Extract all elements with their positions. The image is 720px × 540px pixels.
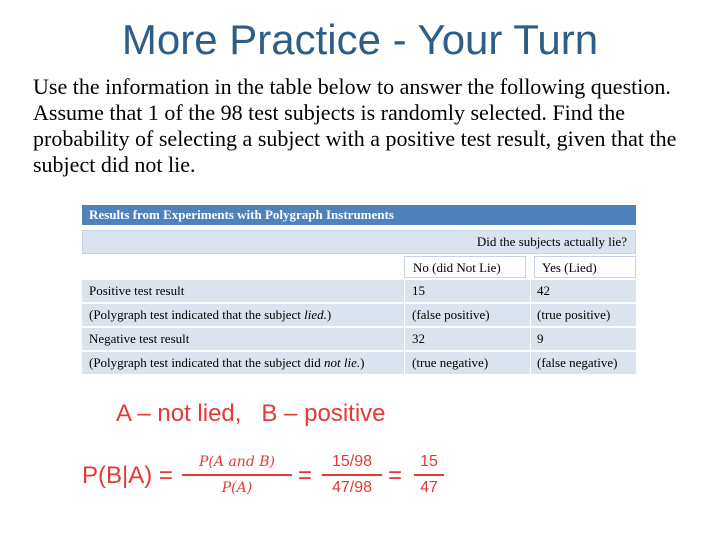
cell-value: 32	[412, 331, 425, 346]
fraction-numerator: P(A and B)	[199, 454, 275, 470]
table-column-header-row	[82, 256, 636, 278]
fraction-numerator: 15/98	[331, 453, 373, 470]
cell-value: (true positive)	[537, 307, 611, 322]
row-label: (Polygraph test indicated that the subject did not lie.)	[89, 355, 365, 370]
cell-value: (true negative)	[412, 355, 489, 370]
table-caption: Results from Experiments with Polygraph Instruments	[82, 205, 636, 225]
slide-title: More Practice - Your Turn	[121, 16, 599, 63]
cell-value: 9	[537, 331, 544, 346]
cell-value: 42	[537, 283, 550, 298]
table-row	[82, 280, 636, 302]
table-row	[82, 328, 636, 350]
cell-value: (false positive)	[412, 307, 490, 322]
formula-lhs: P(B|A) =	[82, 462, 173, 489]
col-header-not-lie: No (did Not Lie)	[404, 256, 526, 278]
cell-value: (false negative)	[537, 355, 618, 370]
table-band-header: Did the subjects actually lie?	[82, 230, 636, 254]
cell-value: 15	[412, 283, 425, 298]
fraction-denominator: P(A)	[221, 480, 253, 496]
fraction-numerator: 15	[420, 453, 438, 470]
row-label: Negative test result	[89, 331, 190, 346]
row-label: Positive test result	[89, 283, 185, 298]
fraction-denominator: 47/98	[331, 479, 373, 496]
polygraph-table	[82, 205, 636, 374]
fraction-result	[414, 452, 444, 498]
fraction-values	[322, 452, 382, 498]
equals-sign: =	[298, 462, 313, 489]
event-definitions: A – not lied, B – positive	[116, 400, 386, 427]
col-header-lied: Yes (Lied)	[534, 256, 636, 278]
row-label: (Polygraph test indicated that the subject lied.)	[89, 307, 332, 322]
fraction-denominator: 47	[420, 479, 438, 496]
fraction-definition	[182, 452, 292, 498]
equals-sign: =	[388, 462, 403, 489]
table-row	[82, 304, 636, 326]
table-row	[82, 352, 636, 374]
question-text: Use the information in the table below to answer the following question. Assume that 1 of the 98 test subjects is randomly selected. Find the probability of selecting a subject with a positive test result, given that the subject did not lie.	[33, 74, 677, 177]
